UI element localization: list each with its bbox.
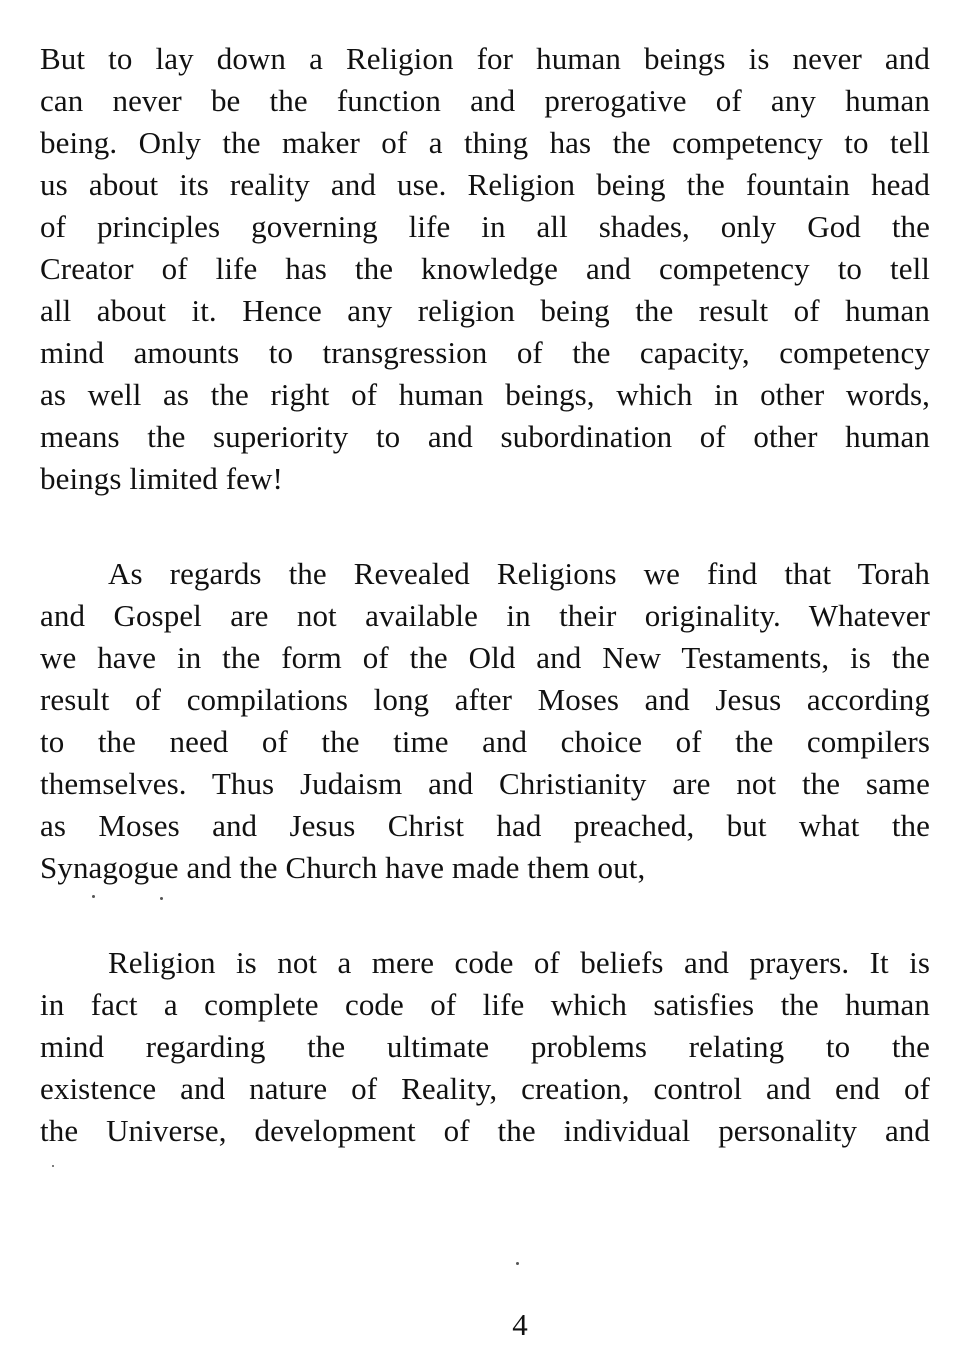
paragraph-1-line: as well as the right of human beings, which in other words, (40, 377, 930, 412)
scan-speck (516, 1262, 519, 1265)
paragraph-3-line: existence and nature of Reality, creation, control and end of (40, 1071, 930, 1106)
paragraph-3-line: the Universe, development of the individual personality and (40, 1113, 930, 1148)
paragraph-1-line: all about it. Hence any religion being the result of human (40, 293, 930, 328)
paragraph-1-line: beings limited few! (40, 461, 283, 496)
paragraph-1-line: being. Only the maker of a thing has the competency to tell (40, 125, 930, 160)
paragraph-2-line: result of compilations long after Moses and Jesus according (40, 682, 930, 717)
paragraph-2-line: Synagogue and the Church have made them out, (40, 850, 646, 885)
paragraph-2-line: themselves. Thus Judaism and Christianity are not the same (40, 766, 930, 801)
paragraph-2-line: as Moses and Jesus Christ had preached, but what the (40, 808, 930, 843)
scan-speck (92, 895, 95, 898)
paragraph-1-line: can never be the function and prerogative of any human (40, 83, 930, 118)
paragraph-2-line: we have in the form of the Old and New Testaments, is the (40, 640, 930, 675)
paragraph-1-line: Creator of life has the knowledge and competency to tell (40, 251, 930, 286)
paragraph-3-line: Religion is not a mere code of beliefs and prayers. It is (108, 945, 930, 980)
paragraph-1-line: means the superiority to and subordination of other human (40, 419, 930, 454)
scan-speck (160, 897, 163, 900)
paragraph-3 (40, 942, 930, 1152)
paragraph-2-line: As regards the Revealed Religions we find that Torah (108, 556, 930, 591)
paragraph-1-line: us about its reality and use. Religion being the fountain head (40, 167, 930, 202)
paragraph-2-line: to the need of the time and choice of the compilers (40, 724, 930, 759)
page-number: 4 (512, 1307, 528, 1342)
scan-speck (52, 1165, 54, 1167)
paragraph-1-line: of principles governing life in all shades, only God the (40, 209, 930, 244)
paragraph-3-line: in fact a complete code of life which satisfies the human (40, 987, 930, 1022)
paragraph-1 (40, 38, 930, 500)
paragraph-3-line: mind regarding the ultimate problems relating to the (40, 1029, 930, 1064)
paragraph-1-line: But to lay down a Religion for human beings is never and (40, 41, 930, 76)
paragraph-2-line: and Gospel are not available in their originality. Whatever (40, 598, 930, 633)
paragraph-1-line: mind amounts to transgression of the capacity, competency (40, 335, 930, 370)
paragraph-2 (40, 553, 930, 889)
